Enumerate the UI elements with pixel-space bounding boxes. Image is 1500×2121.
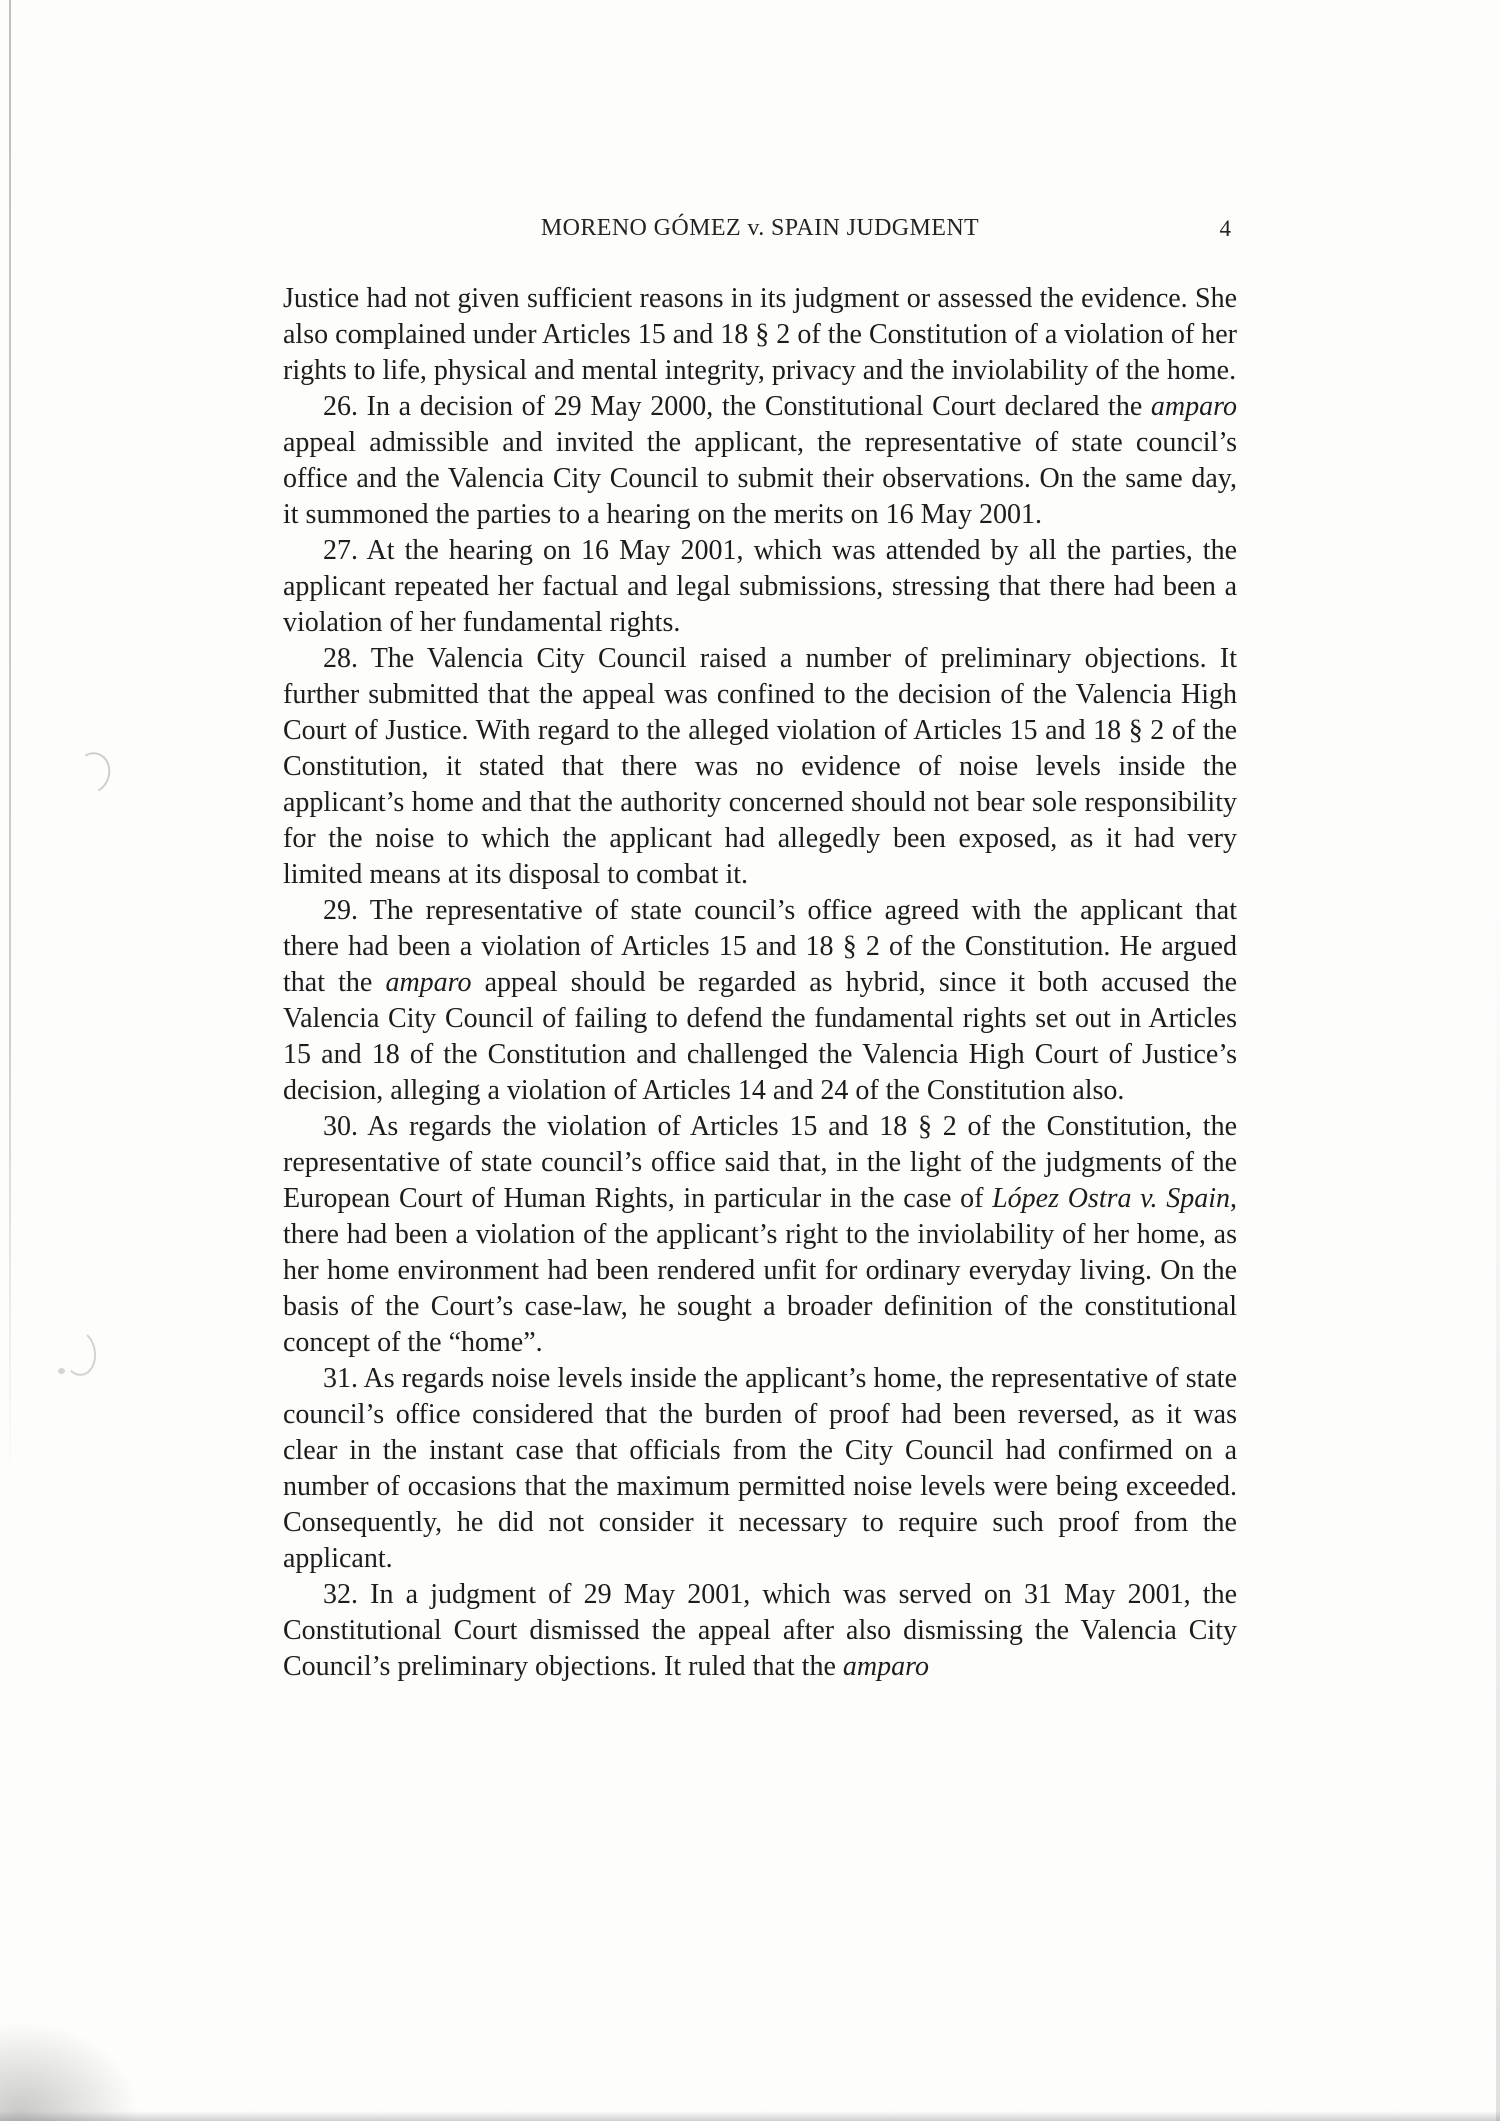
text-run: 32. In a judgment of 29 May 2001, which was served on 31 May 2001, the Constitutional Court dismissed the appeal after also dismissing the Valencia City Council’s preliminary objections. It ruled that the [283,1579,1237,1682]
paragraph [283,1361,1237,1577]
text-run: 30. As regards the violation of Articles 15 and 18 § 2 of the Constitution, the representative of state council’s office said that, in the light of the judgments of the European Court of Human Rights, in particular in the case of [283,1111,1237,1214]
text-run: 26. In a decision of 29 May 2000, the Constitutional Court declared the [323,391,1151,422]
pencil-mark-artifact [68,747,115,798]
text-run: appeal admissible and invited the applicant, the representative of state council’s office and the Valencia City Council to submit their observations. On the same day, it summoned the parties to a hearing on the merits on 16 May 2001. [283,427,1237,530]
scan-edge-shading-right [1496,900,1500,2121]
paragraph [283,893,1237,1109]
text-run: appeal should be regarded as hybrid, since it both accused the Valencia City Council of failing to defend the fundamental rights set out in Articles 15 and 18 of the Constitution and challenged the Valencia High Court of Justice’s decision, alleging a violation of Articles 14 and 24 of the Constitution also. [283,967,1237,1106]
scan-corner-smudge [0,2021,140,2121]
italic-text-run: amparo [1150,391,1237,422]
paragraph [283,533,1237,641]
italic-text-run: amparo [842,1651,929,1682]
scan-edge-shading-bottom [0,2111,1500,2121]
document-body [283,281,1237,1685]
scan-edge-line [9,0,11,1480]
paragraph [283,389,1237,533]
paragraph [283,281,1237,389]
text-run: 27. At the hearing on 16 May 2001, which was attended by all the parties, the applicant repeated her factual and legal submissions, stressing that there had been a violation of her fundamental rights. [283,535,1237,638]
paragraph [283,1577,1237,1685]
running-title: MORENO GÓMEZ v. SPAIN JUDGMENT [540,215,980,241]
page-header [283,215,1237,247]
page-number: 4 [1219,216,1231,241]
pencil-mark-artifact [58,1368,65,1374]
paragraph [283,641,1237,893]
text-run: 28. The Valencia City Council raised a number of preliminary objections. It further submitted that the appeal was confined to the decision of the Valencia High Court of Justice. With regard to the alleged violation of Articles 15 and 18 § 2 of the Constitution, it stated that there was no evidence of noise levels inside the applicant’s home and that the authority concerned should not bear sole responsibility for the noise to which the applicant had allegedly been exposed, as it had very limited means at its disposal to combat it. [283,643,1237,890]
italic-text-run: amparo [385,967,472,998]
text-run: Justice had not given sufficient reasons in its judgment or assessed the evidence. She also complained under Articles 15 and 18 § 2 of the Constitution of a violation of her rights to life, physical and mental integrity, privacy and the inviolability of the home. [283,283,1237,386]
text-run: 29. The representative of state council’s office agreed with the applicant that there had been a violation of Articles 15 and 18 § 2 of the Constitution. He argued that the [283,895,1237,998]
italic-text-run: López Ostra v. Spain [992,1183,1231,1214]
paragraph [283,1109,1237,1361]
text-run: , there had been a violation of the applicant’s right to the inviolability of her home, as her home environment had been rendered unfit for ordinary everyday living. On the basis of the Court’s case-law, he sought a broader definition of the constitutional concept of the “home”. [283,1183,1238,1358]
text-run: 31. As regards noise levels inside the applicant’s home, the representative of state council’s office considered that the burden of proof had been reversed, as it was clear in the instant case that officials from the City Council had confirmed on a number of occasions that the maximum permitted noise levels were being exceeded. Consequently, he did not consider it necessary to require such proof from the applicant. [283,1363,1237,1574]
